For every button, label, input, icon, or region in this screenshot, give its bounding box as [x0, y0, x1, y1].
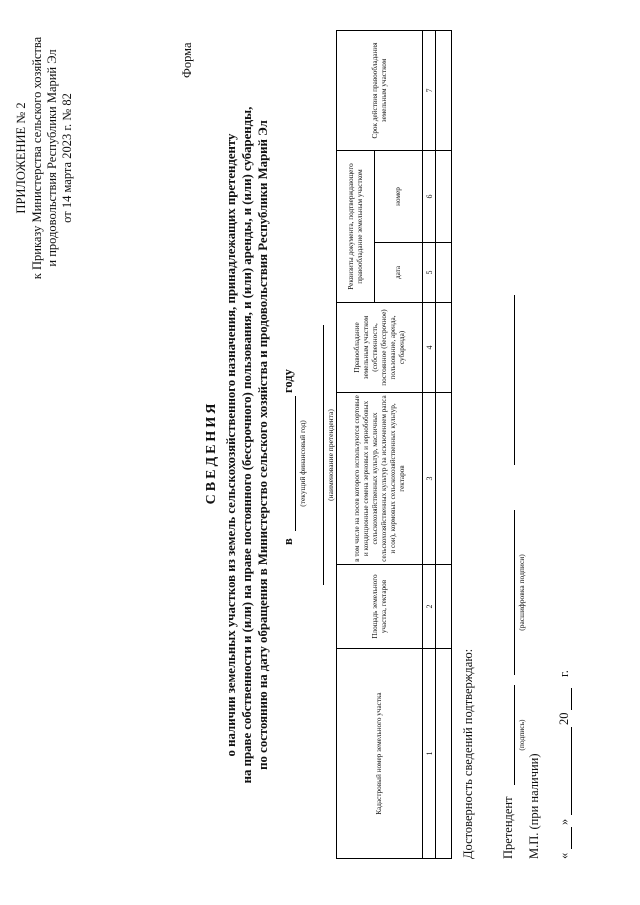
column-number: 6: [423, 151, 436, 243]
year-hint: (текущий финансовый год): [298, 420, 307, 507]
year-underline: [281, 396, 296, 531]
header-document-details: Реквизиты документа, подтверждающего правообладание земельным участком: [337, 151, 375, 303]
column-number: 5: [423, 243, 436, 303]
decode-hint: (расшифровка подписи): [517, 554, 526, 631]
header-date: дата: [375, 243, 423, 303]
year-prefix: в: [281, 538, 295, 545]
column-number: 4: [423, 303, 436, 393]
date-year-suffix: г.: [557, 670, 571, 677]
header-seed-area: в том числе на посев которого используются сортовые и кондиционные семена зерновых и зернобобовых сельскохозяйственных культур, масличных сельскохозяйственных культур (за исключением рапса и сои), кормовых сельскохозяйственных культур, гектаров: [337, 393, 423, 565]
date-year-line[interactable]: [557, 688, 572, 710]
column-number: 2: [423, 565, 436, 649]
header-number: номер: [375, 151, 423, 243]
header-validity: Срок действия правообладания земельным участком: [337, 31, 423, 151]
applicant-hint: (наименование претендента): [326, 409, 335, 501]
empty-cell[interactable]: [436, 31, 452, 151]
header-ownership: Правообладание земельным участком (собственность, постоянное (бессрочное) пользование, аренда, субаренда): [337, 303, 423, 393]
appendix-line-4: от 14 марта 2023 г. № 82: [60, 93, 74, 223]
empty-cell[interactable]: [436, 393, 452, 565]
date-year-prefix: 20: [557, 712, 571, 725]
year-suffix: году: [281, 369, 295, 393]
heading-line-2: на праве собственности и (или) на праве постоянного (бессрочного) пользования, и (или) аренды, и (или) субаренды,: [240, 106, 254, 784]
empty-cell[interactable]: [436, 303, 452, 393]
signer-role: Претендент: [501, 796, 515, 859]
form-label: Форма: [180, 42, 194, 78]
appendix-line-2: к Приказу Министерства сельского хозяйства: [30, 36, 44, 280]
empty-cell[interactable]: [436, 565, 452, 649]
heading-line-1: о наличии земельных участков из земель сельскохозяйственного назначения, принадлежащих претенденту: [224, 133, 238, 757]
land-table: [336, 30, 452, 859]
signature-line[interactable]: [500, 685, 515, 785]
heading-line-3: по состоянию на дату обращения в Министерство сельского хозяйства и продовольствия Республики Марий Эл: [256, 120, 270, 770]
date-day-line[interactable]: [557, 827, 572, 849]
document-title: СВЕДЕНИЯ: [204, 400, 219, 505]
date-open-quote: «: [557, 852, 571, 859]
column-number: 3: [423, 393, 436, 565]
empty-cell[interactable]: [436, 649, 452, 859]
decode-line[interactable]: [500, 510, 515, 675]
header-area: Площадь земельного участка, гектаров: [337, 565, 423, 649]
extra-line: [500, 295, 515, 465]
header-cadastral-number: Кадастровый номер земельного участка: [337, 649, 423, 859]
appendix-line-1: ПРИЛОЖЕНИЕ № 2: [14, 102, 28, 214]
empty-cell[interactable]: [436, 243, 452, 303]
applicant-underline: [309, 325, 324, 585]
empty-cell[interactable]: [436, 151, 452, 243]
confirmation-text: Достоверность сведений подтверждаю:: [461, 648, 475, 859]
signature-hint: (подпись): [517, 719, 526, 751]
stamp-label: М.П. (при наличии): [527, 753, 541, 859]
column-number: 7: [423, 31, 436, 151]
date-month-line[interactable]: [557, 727, 572, 815]
date-close-quote: »: [557, 818, 571, 825]
appendix-line-3: и продовольствия Республики Марий Эл: [45, 49, 59, 267]
column-number: 1: [423, 649, 436, 859]
